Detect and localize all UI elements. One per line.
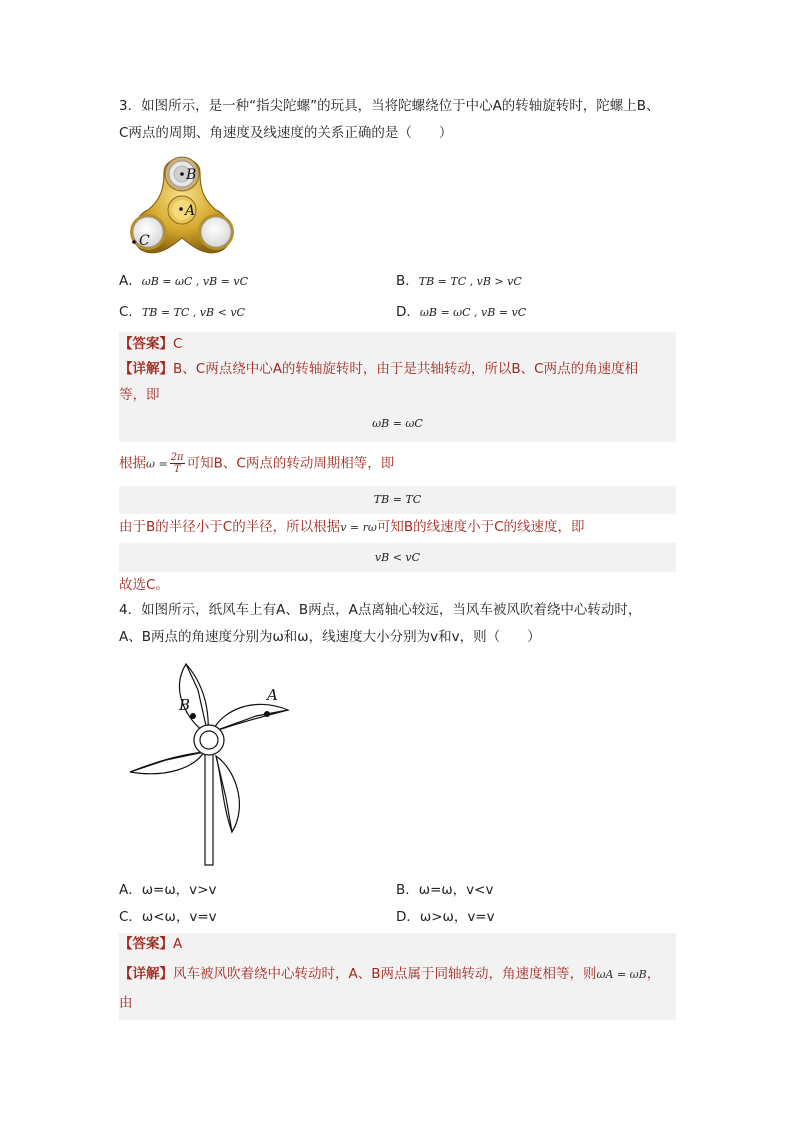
q3-stem-line1: 3．如图所示，是一种“指尖陀螺”的玩具，当将陀螺绕位于中心A的转轴旋转时，陀螺上B、 <box>119 98 660 114</box>
fidget-spinner-figure <box>120 150 242 258</box>
q3-detail-line1: 【详解】B、C两点绕中心A的转轴旋转时，由于是共轴转动，所以B、C两点的角速度相 <box>119 361 639 377</box>
q3-figure-label-b: B <box>186 167 197 183</box>
q3-fraction: $\frac{2\pi}{T}$ <box>170 452 184 475</box>
q4-stem-line2: A、B两点的角速度分别为ω和ω，线速度大小分别为v和v，则（ ） <box>119 629 541 645</box>
q3-conclusion: 故选C。 <box>119 577 169 593</box>
q3-option-b: B．TB = TC , vB > vC <box>396 273 522 289</box>
q3-answer: 【答案】C <box>119 336 183 352</box>
q3-detail-line4: 由于B的半径小于C的半径，所以根据v = rω可知B的线速度小于C的线速度，即 <box>119 519 585 535</box>
q4-answer: 【答案】A <box>119 936 183 952</box>
q4-detail-line2: 由 <box>119 995 133 1011</box>
q4-option-a: A．ω=ω，v>v <box>119 882 217 898</box>
q4-option-b: B．ω=ω，v<v <box>396 882 494 898</box>
q3-option-c: C．TB = TC , vB < vC <box>119 304 245 320</box>
q3-figure-label-c: C <box>139 233 150 249</box>
pinwheel-figure <box>126 660 296 870</box>
q3-equation-omega: ωB = ωC <box>372 417 423 430</box>
q3-option-d: D．ωB = ωC , vB = vC <box>396 304 527 320</box>
q3-equation-period: TB = TC <box>373 493 422 506</box>
q3-stem-line2: C两点的周期、角速度及线速度的关系正确的是（ ） <box>119 125 453 141</box>
q3-figure-label-a: A <box>185 203 196 219</box>
q3-equation-speed: vB < vC <box>374 551 421 564</box>
q4-option-c: C．ω<ω，v=v <box>119 909 217 925</box>
q4-stem-line1: 4．如图所示，纸风车上有A、B两点，A点离轴心较远，当风车被风吹着绕中心转动时， <box>119 602 642 618</box>
q3-detail-line2: 等，即 <box>119 387 160 403</box>
q4-option-d: D．ω>ω，v=v <box>396 909 495 925</box>
q4-figure-label-a: A <box>267 686 278 704</box>
q3-detail-line3: 根据ω = $\frac{2\pi}{T}$ 可知B、C两点的转动周期相等，即 <box>119 452 395 475</box>
q4-figure-label-b: B <box>179 696 191 714</box>
q4-detail-line1: 【详解】风车被风吹着绕中心转动时，A、B两点属于同轴转动，角速度相等，则ωA = ωB， <box>119 966 661 982</box>
q3-option-a: A．ωB = ωC , vB = vC <box>119 273 249 289</box>
